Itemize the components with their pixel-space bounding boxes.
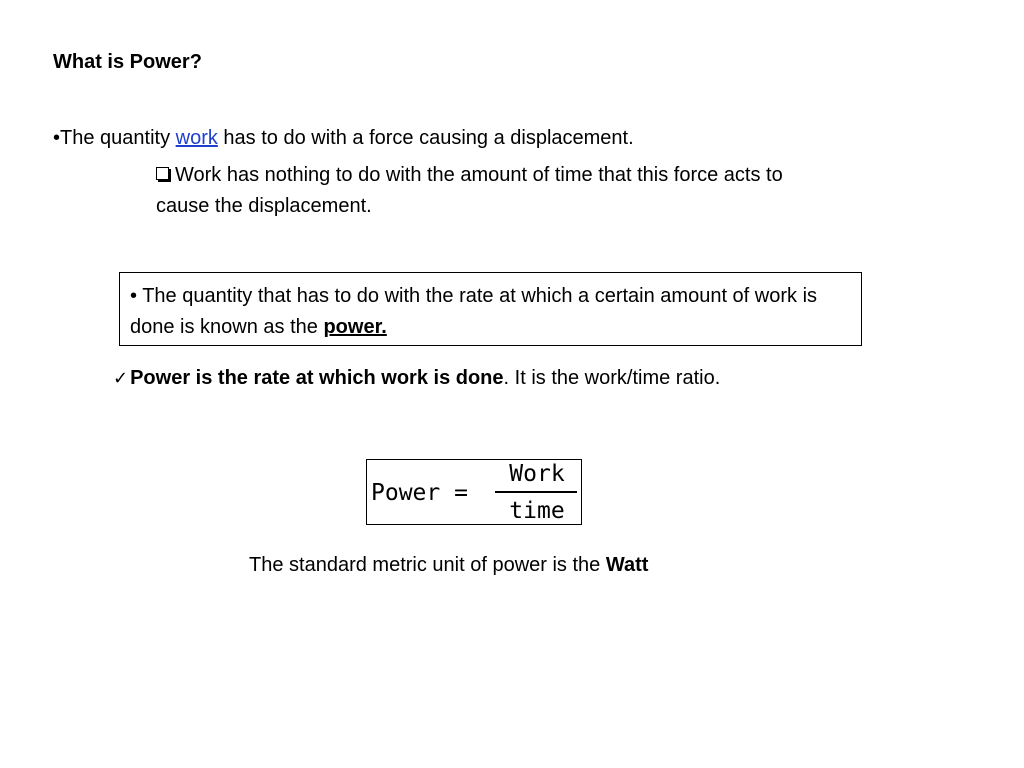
formula-lhs: Power = [371,480,468,506]
checkbox-bullet-icon [156,167,169,180]
bullet-text-after: has to do with a force causing a displacement. [217,127,634,149]
bullet-text-before: The quantity [60,127,176,149]
bullet-marker: • [53,127,61,149]
checkmark-icon: ✓ [113,368,129,389]
power-formula [366,459,582,525]
box-text: The quantity that has to do with the rate at which a certain amount of work is done is known as the [130,285,818,338]
sub-bullet-work-time [156,160,796,222]
sub-bullet-text: Work has nothing to do with the amount of time that this force acts to cause the displacement. [156,164,783,217]
power-rate-bold: Power is the rate at which work is done [130,367,504,389]
power-rate-statement [113,367,720,390]
work-link[interactable]: work [175,127,218,149]
unit-text: The standard metric unit of power is the [249,554,606,576]
formula-numerator: Work [509,461,565,487]
bullet-work-definition [53,127,634,150]
power-term: power. [323,316,387,338]
formula-denominator: time [509,498,565,524]
power-rate-rest: . It is the work/time ratio. [503,367,721,389]
unit-statement [249,554,648,577]
fraction-bar [495,491,577,493]
unit-watt: Watt [605,554,649,576]
slide-title: What is Power? [53,51,202,73]
power-definition-box [119,272,862,346]
box-bullet-marker: • [130,285,138,307]
